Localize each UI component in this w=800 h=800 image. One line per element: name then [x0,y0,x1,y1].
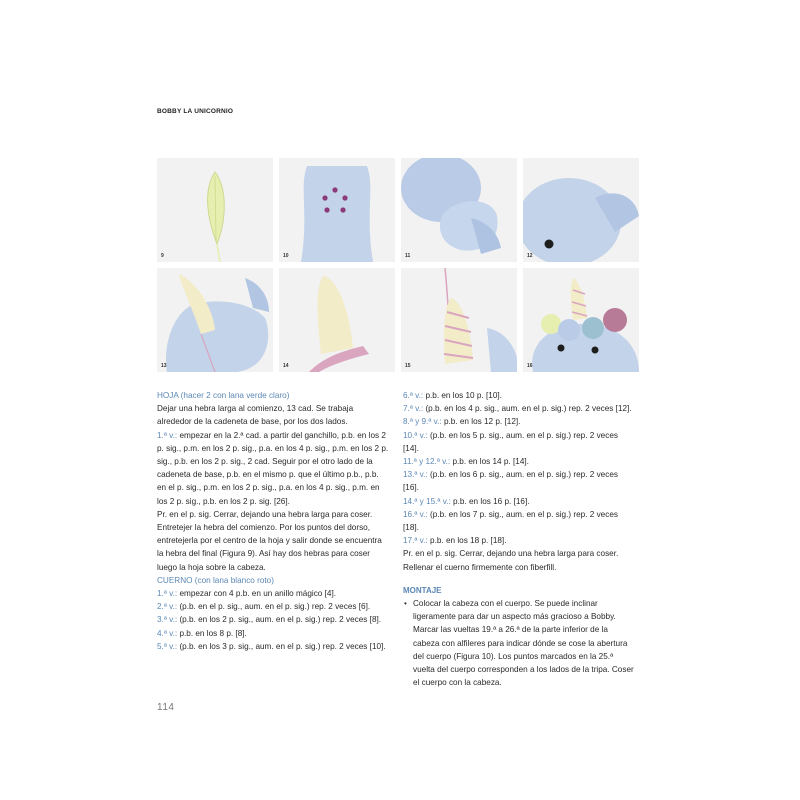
flowers-head-illustration [523,268,639,372]
figure-number: 9 [161,253,164,259]
cuerno-row [157,600,389,613]
cuerno-title: CUERNO [157,575,193,585]
body-illustration [279,158,395,262]
spiral-horn-illustration [401,268,517,372]
row-label: 5.ª v.: [157,641,178,651]
hoja-row-1 [157,429,389,508]
photo-horn-on-head [157,268,273,372]
hoja-closing: Pr. en el p. sig. Cerrar, dejando una hebra larga para coser. Entretejer la hebra del comienzo. Por los puntos del dorso, entretejerla por el centro de la hoja y salir donde se encuentra la hebra del final (Figura 9). Así hay dos hebras para coser luego la hoja sobre la cabeza. [157,509,382,572]
figure-number: 13 [161,363,167,369]
figure-number: 12 [527,253,533,259]
figure-number: 10 [283,253,289,259]
right-column [403,389,635,689]
figure-number: 15 [405,363,411,369]
cuerno-row [403,468,635,494]
row-text: (p.b. en el p. sig., aum. en el p. sig.) rep. 2 veces [6]. [177,602,371,612]
row-label: 16.ª v.: [403,509,428,519]
montaje-list [403,597,635,689]
cuerno-row [403,495,635,508]
row-text: (p.b. en los 4 p. sig., aum. en el p. sig.) rep. 2 veces [12]. [423,404,632,414]
head-body-illustration [401,158,517,262]
left-column [157,389,389,653]
figure-number: 11 [405,253,411,259]
row-label: 14.ª y 15.ª v.: [403,496,451,506]
row-text: (p.b. en los 6 p. sig., aum. en el p. sig.) rep. 2 veces [16]. [403,470,618,493]
leaf-illustration [157,158,273,262]
cuerno-row [403,415,635,428]
row-text: (p.b. en los 3 p. sig., aum. en el p. sig.) rep. 2 veces [10]. [177,641,386,651]
hoja-heading [157,389,389,402]
montaje-title: MONTAJE [403,585,442,595]
cuerno-row [157,640,389,653]
photo-horn-pink-yarn [279,268,395,372]
running-head: BOBBY LA UNICORNIO [157,108,234,115]
figure-number: 14 [283,363,289,369]
row-text: p.b. en los 18 p. [18]. [427,536,507,546]
cuerno-row [403,534,635,547]
row-text: p.b. en los 16 p. [16]. [450,496,530,506]
hoja-title: HOJA [157,391,179,400]
cuerno-subtitle: (con lana blanco roto) [194,575,274,585]
cuerno-closing: Pr. en el p. sig. Cerrar, dejando una hebra larga para coser. Rellenar el cuerno firmemente con fiberfill. [403,549,619,572]
row-text: p.b. en los 12 p. [12]. [441,417,521,427]
row-label: 8.ª y 9.ª v.: [403,417,442,427]
cuerno-row [157,627,389,640]
photo-body-pins [279,158,395,262]
row-label: 4.ª v.: [157,628,178,638]
hoja-subtitle: (hacer 2 con lana verde claro) [180,391,290,400]
cuerno-row [403,402,635,415]
cuerno-row [403,455,635,468]
hoja-intro: Dejar una hebra larga al comienzo, 13 cad. Se trabaja alrededor de la cadeneta de base, por los dos lados. [157,404,354,427]
row-label: 17.ª v.: [403,536,428,546]
row-label: 7.ª v.: [403,404,424,414]
montaje-bullet: • Colocar la cabeza con el cuerpo. Se puede inclinar ligeramente para dar un aspecto más gracioso a Bobby. Marcar las vueltas 19.ª a 26.ª de la parte inferior de la cabeza con alfileres para indicar dónde se cose la abertura del cuerpo (Figura 10). Los puntos marcados en la 25.ª vuelta del cuerpo corresponden a los lados de la tripa. Coser el cuerpo con la cabeza. [413,597,635,689]
row-label: 6.ª v.: [403,391,424,400]
row-label: 10.ª v.: [403,430,428,440]
row-label: 11.ª y 12.ª v.: [403,457,451,467]
horn-head-illustration [157,268,273,372]
page-number: 114 [157,702,175,713]
row-text: empezar en la 2.ª cad. a partir del ganchillo, p.b. en los 2 p. sig., p.m. en los 2 p. sig., p.a. en los 4 p. sig., p.m. en los 2 p. sig., p.b. en los 2 p. sig., 2 cad. Seguir por el otro lado de la cadeneta de base, p.b. en el mismo p. que el último p.b., p.b. en el p. sig., p.m. en los 2 p. sig., p.a. en los 4 p. sig., p.m. en los 2 p. sig., p.b. en los 2 p. sig. [26]. [157,430,389,506]
photo-leaf [157,158,273,262]
row-text: empezar con 4 p.b. en un anillo mágico [4]. [177,589,337,599]
horn-pink-illustration [279,268,395,372]
photo-flowers-head [523,268,639,372]
row-text: (p.b. en los 5 p. sig., aum. en el p. sig.) rep. 2 veces [14]. [403,430,618,453]
head-closeup-illustration [523,158,639,262]
row-label: 1.ª v.: [157,430,178,440]
row-text: (p.b. en los 7 p. sig., aum. en el p. sig.) rep. 2 veces [18]. [403,509,618,533]
cuerno-row [403,508,635,534]
photo-spiral-horn [401,268,517,372]
cuerno-row [157,613,389,626]
cuerno-row [403,389,635,402]
row-text: (p.b. en los 2 p. sig., aum. en el p. sig.) rep. 2 veces [8]. [177,615,382,625]
row-label: 3.ª v.: [157,615,178,625]
row-text: p.b. en los 14 p. [14]. [450,457,529,467]
row-label: 13.ª v.: [403,470,428,480]
row-text: p.b. en los 8 p. [8]. [177,628,247,638]
cuerno-row [157,587,389,600]
photo-head-closeup [523,158,639,262]
row-text: p.b. en los 10 p. [10]. [423,391,502,400]
row-label: 1.ª v.: [157,589,178,599]
photo-head-body [401,158,517,262]
cuerno-row [403,429,635,455]
cuerno-heading [157,574,389,587]
figure-number: 16 [527,363,533,369]
row-label: 2.ª v.: [157,602,178,612]
